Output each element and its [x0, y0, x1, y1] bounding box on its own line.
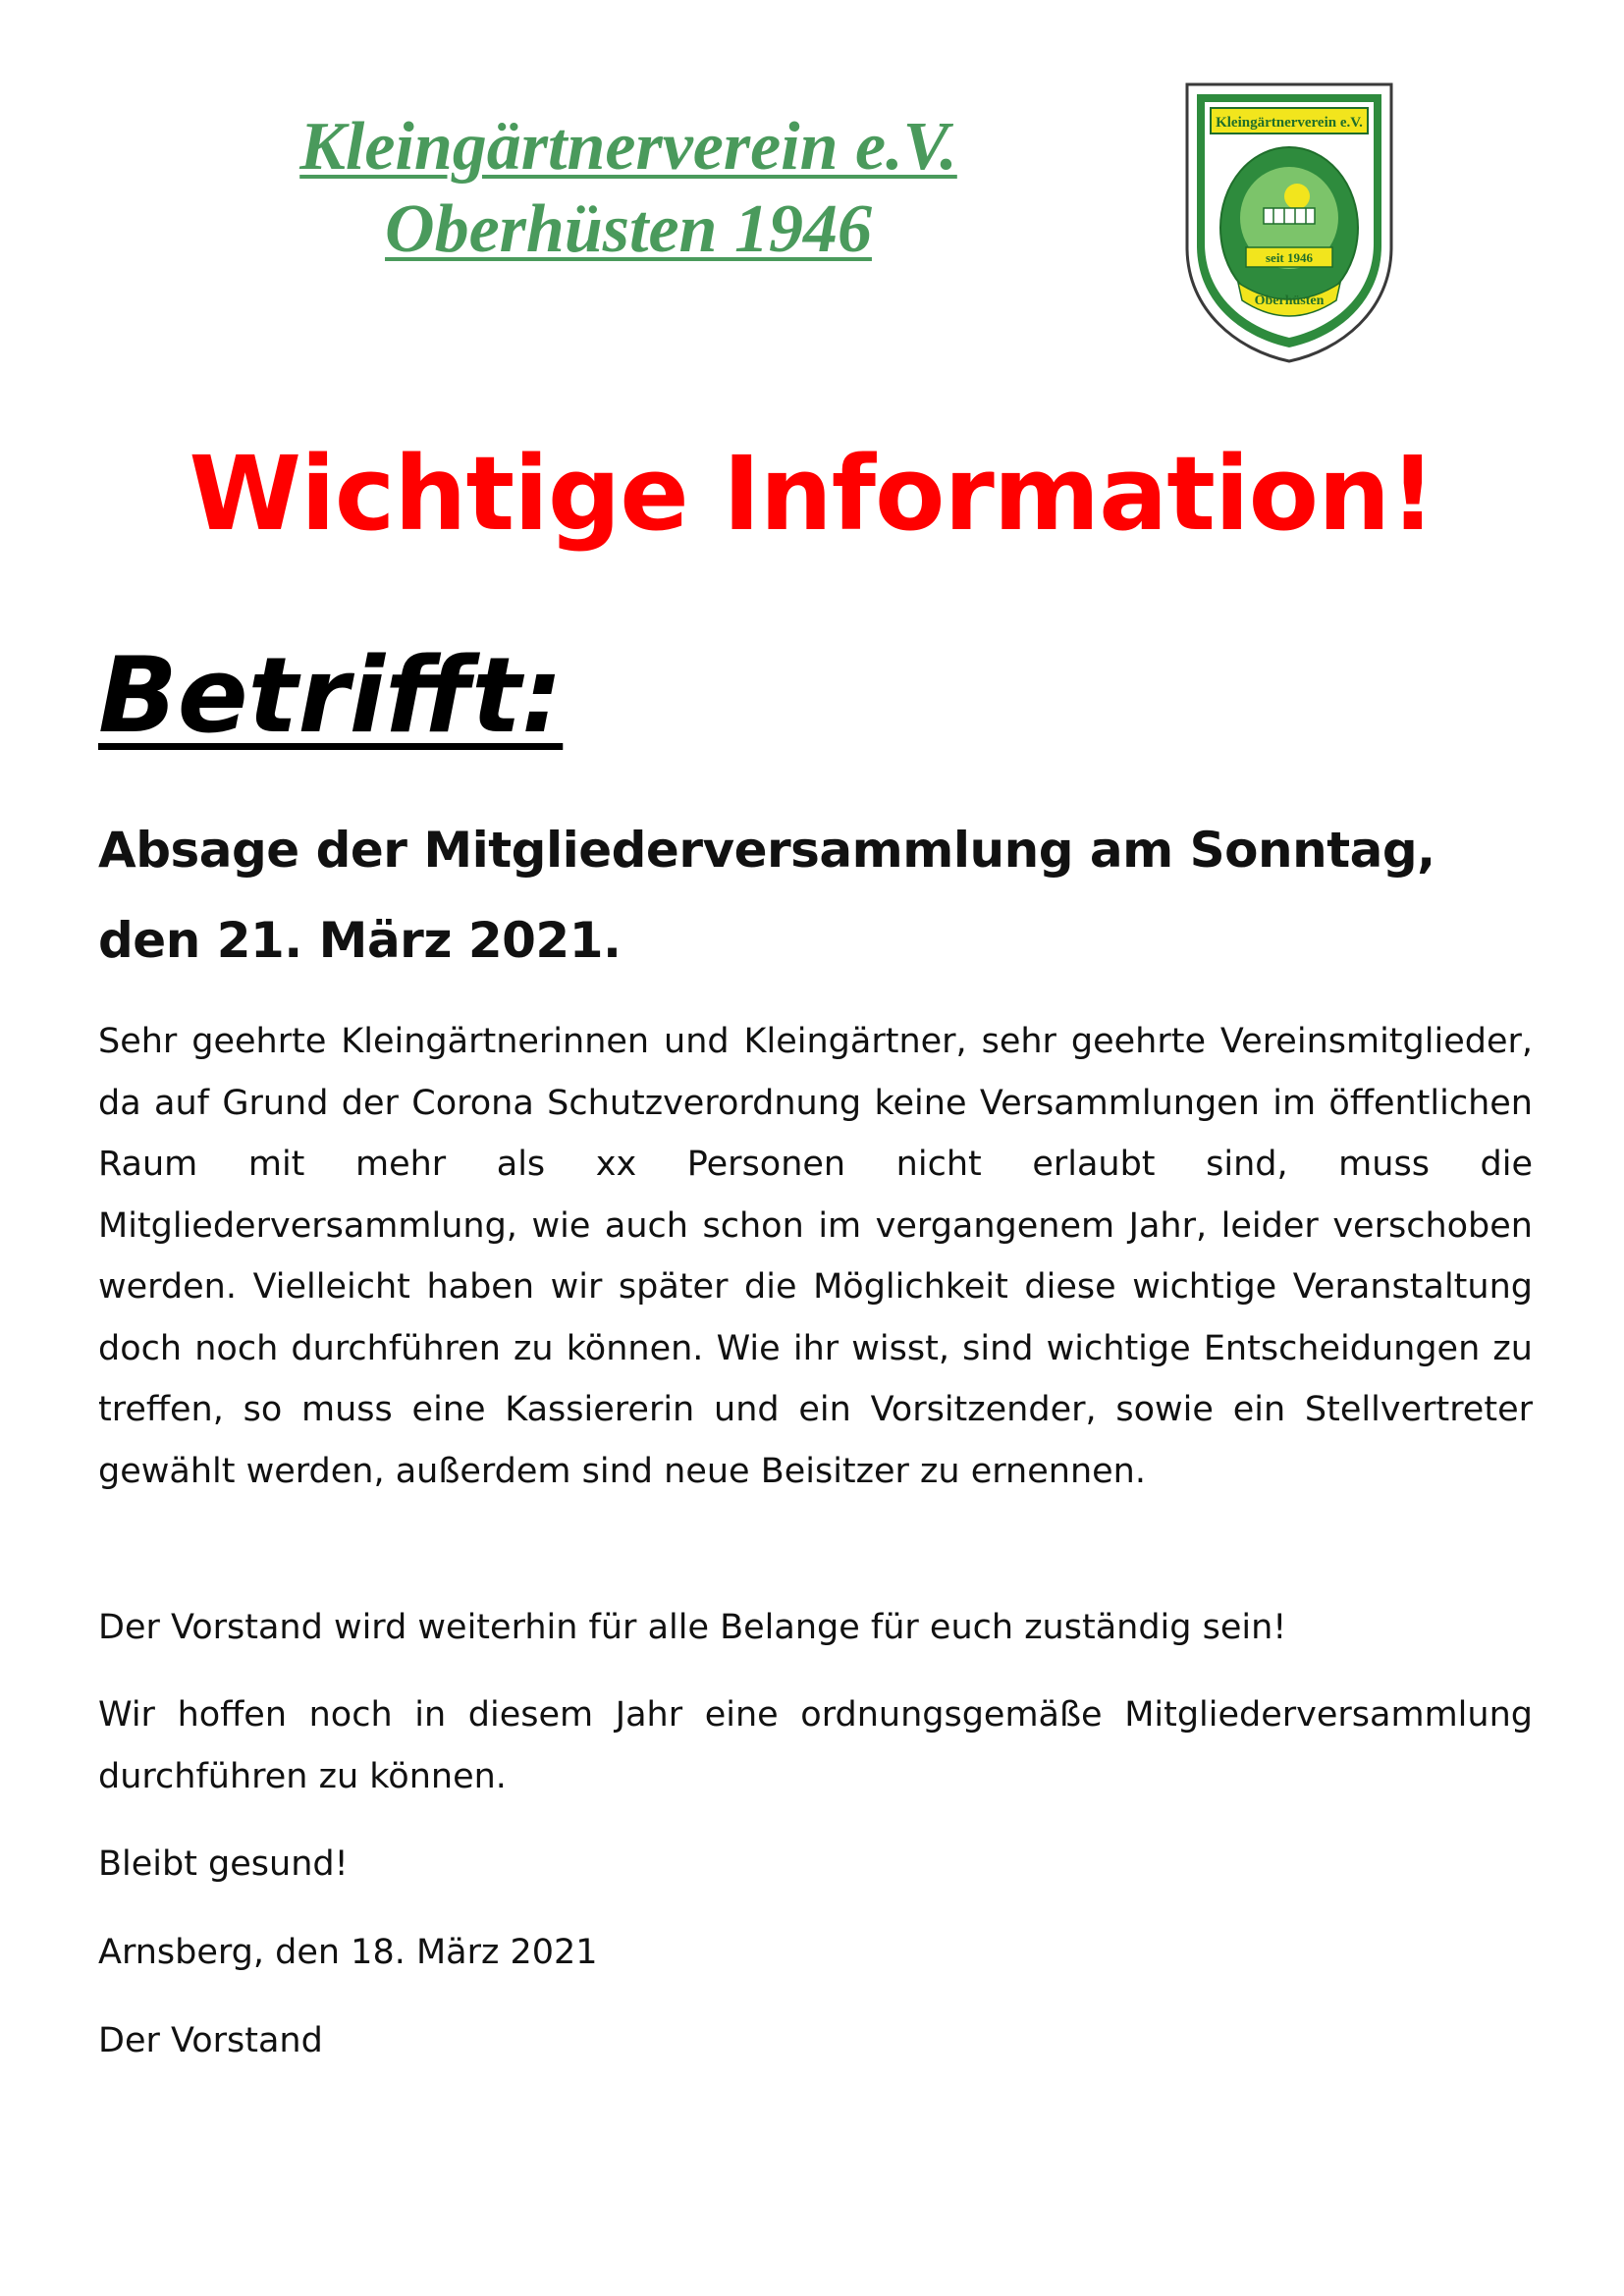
signature: Der Vorstand — [98, 2021, 323, 2060]
club-logo — [1183, 80, 1395, 365]
main-paragraph: Sehr geehrte Kleingärtnerinnen und Kleingärtner, sehr geehrte Vereinsmitglieder, da auf Grund der Corona Schutzverordnung keine Versammlungen im öffentlichen Raum mit mehr als xx Personen nicht erlaubt sind, muss die Mitgliederversammlung, wie auch schon im vergangenem Jahr, leider verschoben werden. Vielleicht haben wir später die Möglichkeit diese wichtige Veranstaltung doch noch durchführen zu können. Wie ihr wisst, sind wichtige Entscheidungen zu treffen, so muss eine Kassiererin und ein Vorsitzender, sowie ein Stellvertreter gewählt werden, außerdem sind neue Beisitzer zu ernennen. — [98, 1022, 1533, 1491]
subject — [98, 805, 1532, 986]
logo-fence-icon — [1264, 208, 1315, 224]
headline: Wichtige Information! — [189, 434, 1435, 554]
logo-bottom-text: Oberhüsten — [1254, 294, 1325, 308]
subject-line1: Absage der Mitgliederversammlung am Sonntag, — [98, 822, 1435, 879]
paragraph-hoffnung: Wir hoffen noch in diesem Jahr eine ordnungsgemäße Mitgliederversammlung durchführen zu können. — [98, 1695, 1533, 1796]
logo-middle-text: seit 1946 — [1265, 250, 1314, 265]
logo-sun-icon — [1284, 184, 1310, 209]
closing: Bleibt gesund! — [98, 1844, 349, 1884]
club-name-line1: Kleingärtnerverein e.V. — [299, 109, 957, 185]
logo-top-text: Kleingärtnerverein e.V. — [1216, 115, 1363, 131]
subject-line2: den 21. März 2021. — [98, 912, 622, 969]
place-date: Arnsberg, den 18. März 2021 — [98, 1933, 598, 1972]
club-name-line2: Oberhüsten 1946 — [385, 191, 872, 267]
paragraph-vorstand: Der Vorstand wird weiterhin für alle Belange für euch zuständig sein! — [98, 1608, 1287, 1647]
betrifft-label: Betrifft: — [98, 635, 564, 756]
